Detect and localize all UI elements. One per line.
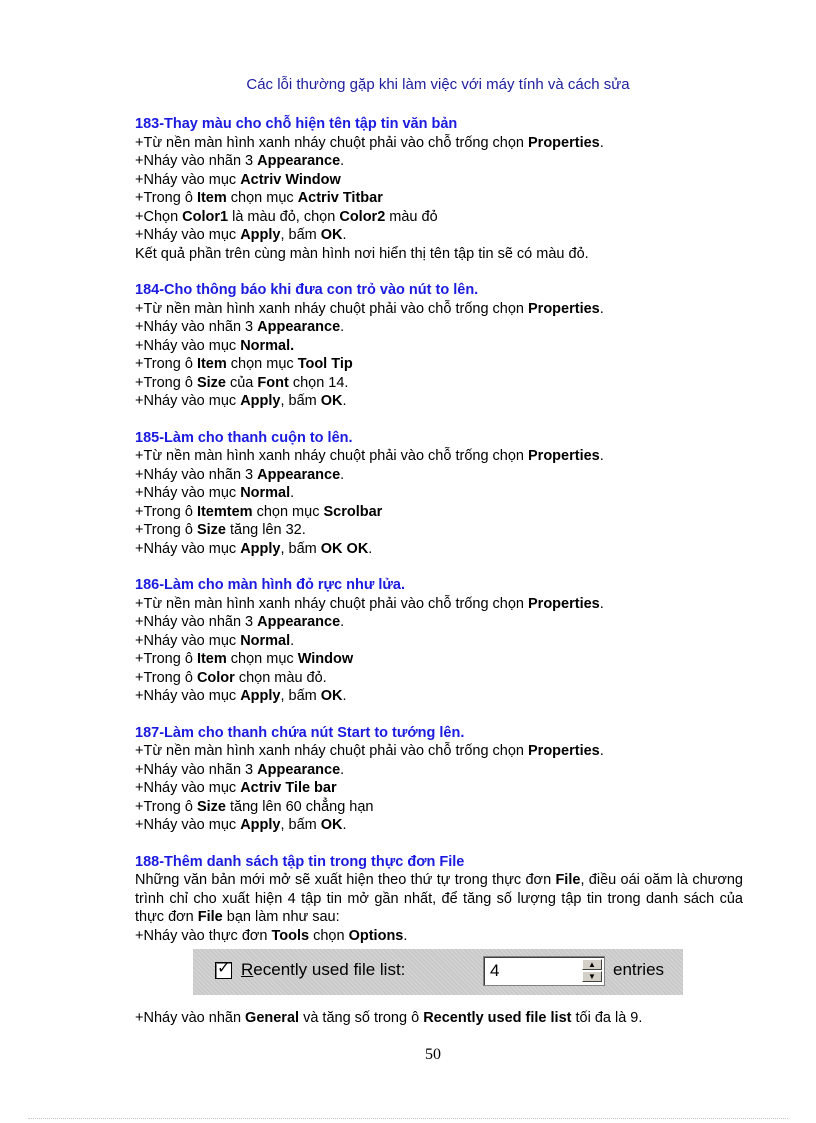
step-line: +Trong ô Item chọn mục Actriv Titbar	[135, 190, 383, 206]
section-heading: 183-Thay màu cho chỗ hiện tên tập tin văn bản	[135, 116, 458, 132]
checkmark-icon: ✓	[217, 960, 231, 977]
step-line: +Chọn Color1 là màu đỏ, chọn Color2 màu đỏ	[135, 208, 438, 225]
section-heading: 187-Làm cho thanh chứa nút Start to tướng lên.	[135, 724, 465, 741]
step-line: +Nháy vào nhãn 3 Appearance.	[135, 466, 345, 483]
step-line: +Từ nền màn hình xanh nháy chuột phải vào chỗ trống chọn Properties.	[135, 448, 604, 464]
page-bottom-divider	[28, 1118, 788, 1119]
step-line: +Nháy vào thực đơn Tools chọn Options.	[135, 927, 408, 944]
recent-files-count-value: 4	[490, 961, 500, 980]
spin-down-button[interactable]: ▼	[582, 971, 602, 982]
section-183	[135, 115, 755, 263]
page-title: Các lỗi thường gặp khi làm việc với máy tính và cách sửa	[246, 76, 630, 93]
intro-paragraph: Những văn bản mới mở sẽ xuất hiện theo thứ tự trong thực đơn File, điều oái oăm là chương trình chỉ cho xuất hiện 4 tập tin mở gần nhất, để tăng số lượng tập tin trong danh sách của thực đơn File bạn làm như sau:	[135, 872, 743, 925]
section-heading: 184-Cho thông báo khi đưa con trỏ vào nút to lên.	[135, 282, 479, 298]
step-line: +Nháy vào mục Normal.	[135, 632, 295, 649]
spin-up-button[interactable]: ▲	[582, 959, 602, 970]
step-line: +Trong ô Itemtem chọn mục Scrolbar	[135, 503, 383, 520]
step-line: +Nháy vào mục Actriv Window	[135, 171, 341, 188]
entries-label: entries	[613, 960, 665, 979]
step-line: +Nháy vào mục Actriv Tile bar	[135, 780, 337, 796]
recent-files-dialog-screenshot	[193, 949, 683, 995]
step-line: +Nháy vào mục Apply, bấm OK.	[135, 817, 347, 833]
section-heading: 186-Làm cho màn hình đỏ rực như lửa.	[135, 577, 405, 593]
section-188	[135, 853, 755, 1028]
step-line: +Từ nền màn hình xanh nháy chuột phải vào chỗ trống chọn Properties.	[135, 300, 604, 317]
section-heading: 188-Thêm danh sách tập tin trong thực đơn File	[135, 853, 465, 870]
section-heading: 185-Làm cho thanh cuộn to lên.	[135, 429, 353, 446]
spinner	[582, 959, 602, 983]
document-body	[135, 115, 755, 1046]
recent-files-checkbox[interactable]	[215, 962, 232, 979]
step-line: +Nháy vào nhãn 3 Appearance.	[135, 761, 345, 778]
step-line: +Nháy vào nhãn 3 Appearance.	[135, 153, 345, 169]
recent-files-label: Recently used file list:	[241, 960, 406, 979]
step-line: +Trong ô Size tăng lên 32.	[135, 522, 306, 538]
step-line: +Từ nền màn hình xanh nháy chuột phải vào chỗ trống chọn Properties.	[135, 595, 604, 612]
step-line: +Trong ô Item chọn mục Window	[135, 651, 354, 667]
step-line: +Nháy vào mục Apply, bấm OK.	[135, 393, 347, 409]
section-186	[135, 576, 755, 706]
result-line: Kết quả phần trên cùng màn hình nơi hiển thị tên tập tin sẽ có màu đỏ.	[135, 245, 589, 262]
step-line: +Nháy vào mục Normal.	[135, 485, 295, 501]
step-line: +Từ nền màn hình xanh nháy chuột phải vào chỗ trống chọn Properties.	[135, 743, 604, 759]
step-line: +Nháy vào mục Apply, bấm OK OK.	[135, 540, 373, 557]
step-line: +Nháy vào mục Normal.	[135, 337, 295, 354]
section-185	[135, 429, 755, 559]
step-line: +Nháy vào mục Apply, bấm OK.	[135, 227, 347, 243]
recent-files-count-input[interactable]	[483, 956, 605, 986]
step-line: +Trong ô Item chọn mục Tool Tip	[135, 356, 353, 372]
step-line: +Nháy vào nhãn General và tăng số trong ô Recently used file list tối đa là 9.	[135, 1010, 643, 1026]
step-line: +Trong ô Size tăng lên 60 chẳng hạn	[135, 798, 374, 815]
page-number: 50	[425, 1046, 441, 1063]
section-187	[135, 724, 755, 835]
step-line: +Từ nền màn hình xanh nháy chuột phải vào chỗ trống chọn Properties.	[135, 134, 604, 151]
step-line: +Trong ô Size của Font chọn 14.	[135, 374, 349, 391]
step-line: +Nháy vào mục Apply, bấm OK.	[135, 688, 347, 704]
step-line: +Trong ô Color chọn màu đỏ.	[135, 669, 327, 686]
step-line: +Nháy vào nhãn 3 Appearance.	[135, 319, 345, 335]
section-184	[135, 281, 755, 411]
step-line: +Nháy vào nhãn 3 Appearance.	[135, 614, 345, 630]
